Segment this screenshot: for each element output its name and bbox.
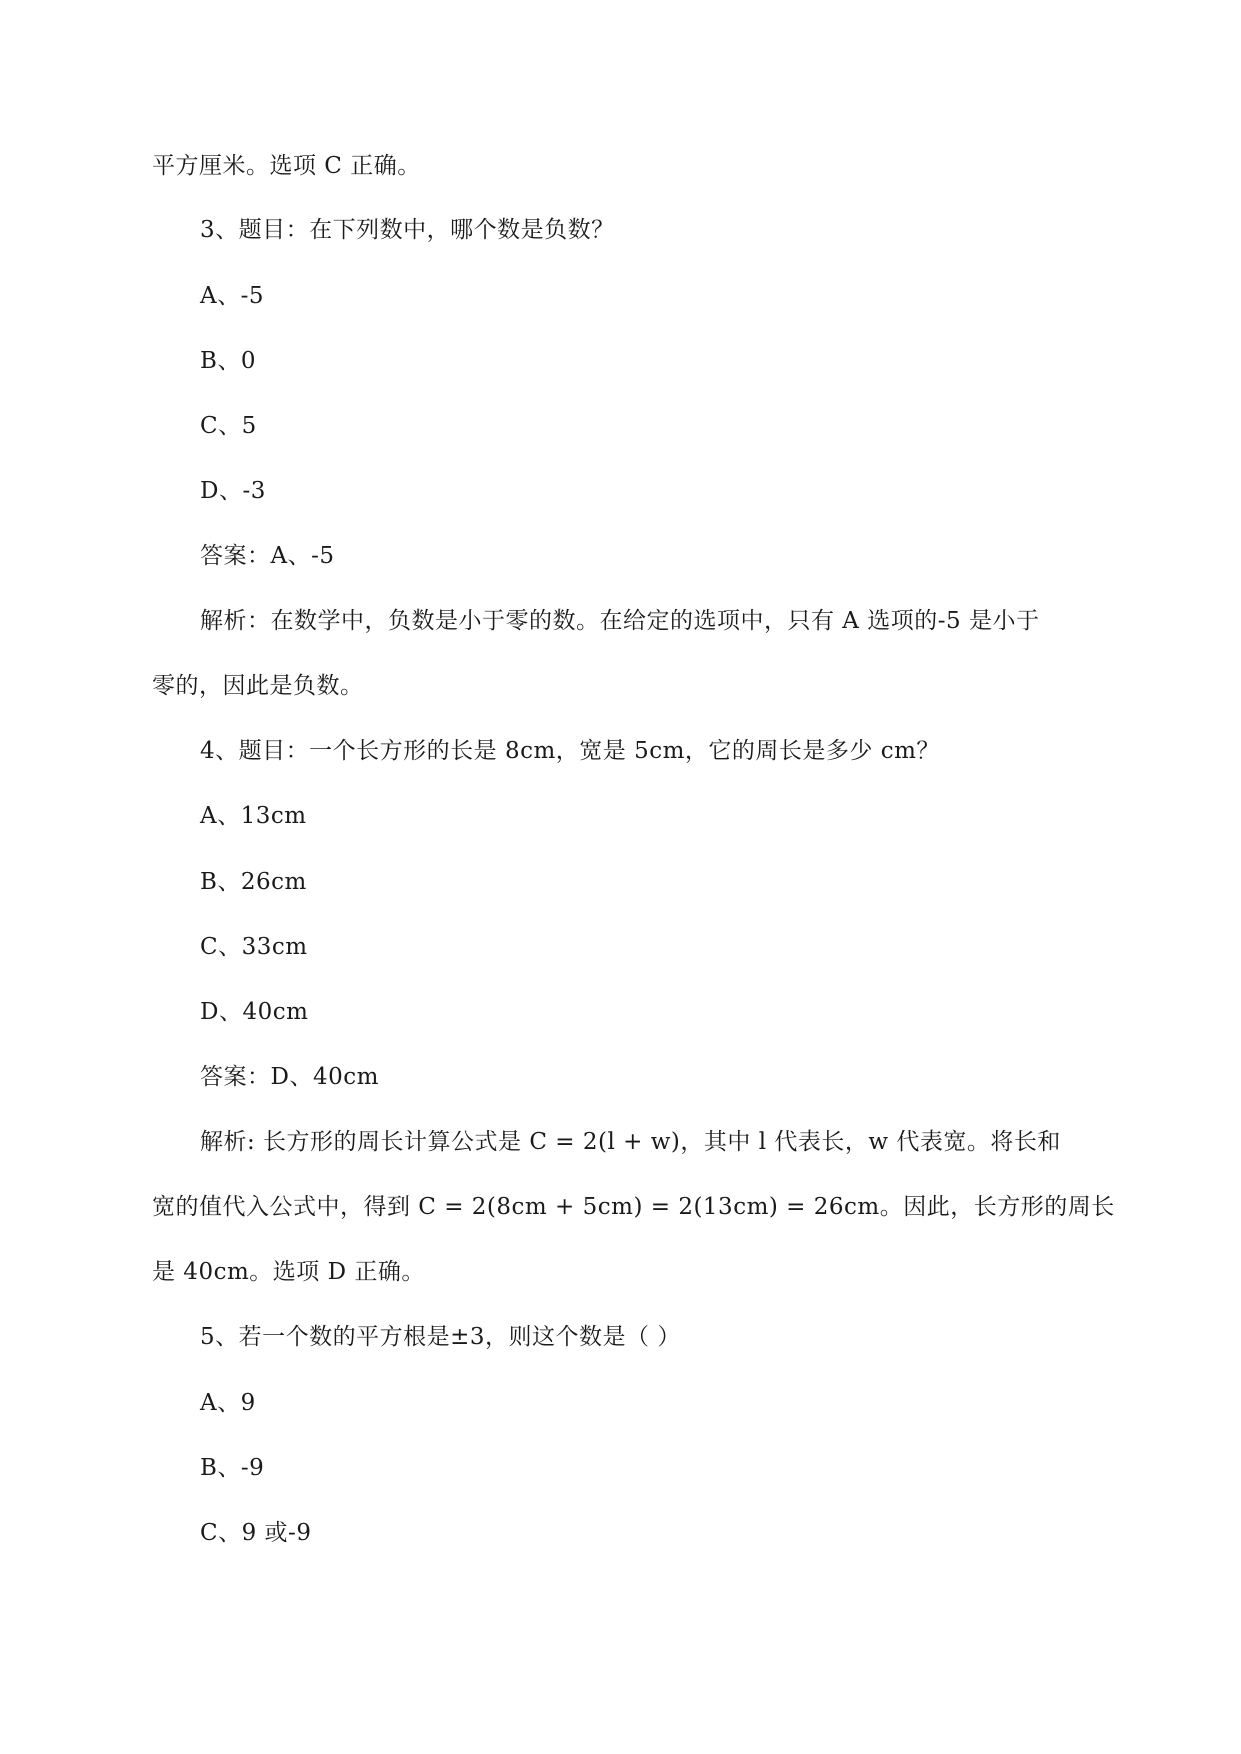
analysis-line: 解析: 长方形的周长计算公式是 C = 2(l + w)，其中 l 代表长，w 代表宽。将长和	[200, 1129, 1061, 1155]
question-stem: 5、若一个数的平方根是±3，则这个数是（ ）	[200, 1324, 681, 1350]
text-line: 平方厘米。选项 C 正确。	[152, 153, 421, 179]
option-a: A、-5	[200, 283, 265, 309]
option-a: A、13cm	[200, 803, 307, 829]
option-d: D、-3	[200, 478, 266, 504]
analysis-line: 解析：在数学中，负数是小于零的数。在给定的选项中，只有 A 选项的-5 是小于	[200, 608, 1040, 634]
analysis-line: 零的，因此是负数。	[152, 673, 364, 699]
question-stem: 4、题目：一个长方形的长是 8cm，宽是 5cm，它的周长是多少 cm？	[200, 738, 940, 764]
answer: 答案：D、40cm	[200, 1064, 379, 1090]
option-b: B、-9	[200, 1455, 265, 1481]
option-b: B、0	[200, 348, 257, 374]
analysis-line: 宽的值代入公式中，得到 C = 2(8cm + 5cm) = 2(13cm) = 26cm。因此，长方形的周长	[152, 1194, 1115, 1220]
answer: 答案：A、-5	[200, 543, 335, 569]
option-c: C、5	[200, 413, 257, 439]
option-a: A、9	[200, 1390, 256, 1416]
option-c: C、9 或-9	[200, 1520, 312, 1546]
question-stem: 3、题目：在下列数中，哪个数是负数？	[200, 217, 615, 243]
option-d: D、40cm	[200, 999, 309, 1025]
option-b: B、26cm	[200, 869, 307, 895]
analysis-line: 是 40cm。选项 D 正确。	[152, 1259, 425, 1285]
option-c: C、33cm	[200, 934, 308, 960]
